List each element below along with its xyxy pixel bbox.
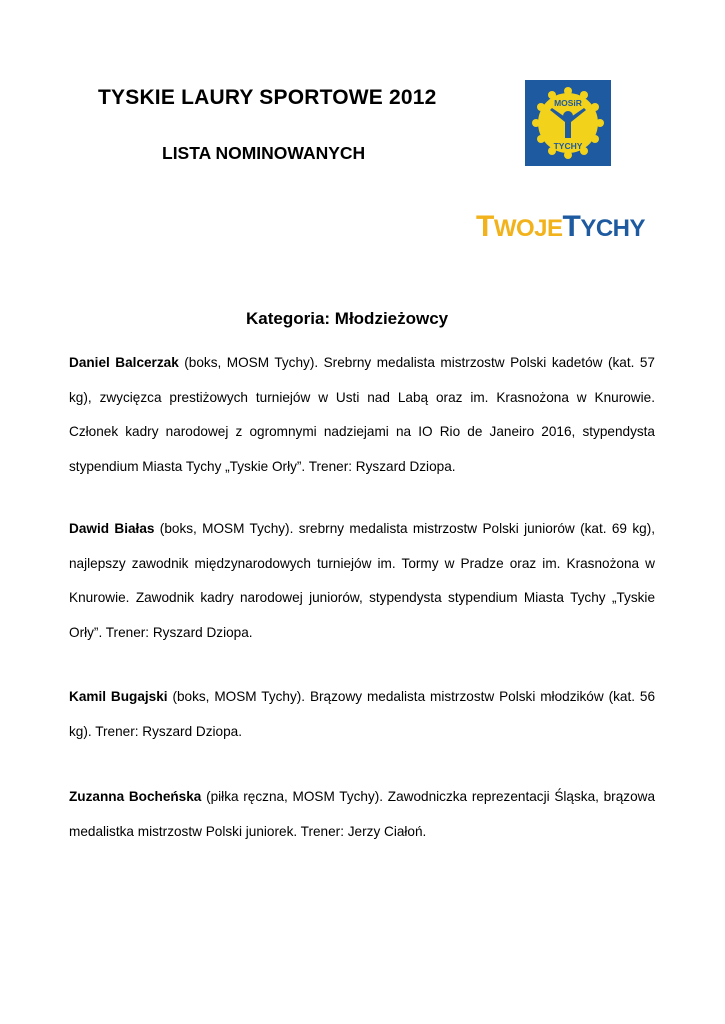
- nominee-description: (piłka ręczna, MOSM Tychy). Zawodniczka reprezentacji Śląska, brązowa medalistka mistrzostw Polski juniorek. Trener: Jerzy Ciałoń.: [69, 789, 656, 839]
- category-heading: Kategoria: Młodzieżowcy: [246, 309, 449, 328]
- nominee-description: (boks, MOSM Tychy). Srebrny medalista mistrzostw Polski kadetów (kat. 57 kg), zwycięzca prestiżowych turniejów w Usti nad Labą oraz im. Krasnożona w Knurowie. Członek kadry narodowej z ogromnymi nadziejami na IO Rio de Janeiro 2016, stypendysta stypendium Miasta Tychy „Tyskie Orły”. Trener: Ryszard Dziopa.: [69, 355, 655, 474]
- nominee-entry: [69, 680, 655, 749]
- nominee-name: Zuzanna Bocheńska: [69, 789, 202, 804]
- nominee-description: (boks, MOSM Tychy). Brązowy medalista mistrzostw Polski młodzików (kat. 56 kg). Trener: Ryszard Dziopa.: [69, 689, 656, 739]
- nominee-name: Daniel Balcerzak: [69, 355, 179, 370]
- twoje-tychy-logo: TWOJETYCHY: [476, 210, 646, 243]
- nominee-entry: [69, 346, 655, 484]
- page-subtitle: LISTA NOMINOWANYCH: [162, 143, 366, 163]
- page-title: TYSKIE LAURY SPORTOWE 2012: [98, 86, 437, 109]
- nominee-description: (boks, MOSM Tychy). srebrny medalista mistrzostw Polski juniorów (kat. 69 kg), najlepszy zawodnik międzynarodowych turniejów im. Tormy w Pradze oraz im. Krasnożona w Knurowie. Zawodnik kadry narodowej juniorów, stypendysta stypendium Miasta Tychy „Tyskie Orły”. Trener: Ryszard Dziopa.: [69, 521, 655, 640]
- nominee-entry: [69, 780, 655, 849]
- mosir-logo-top-text: MOSiR: [554, 98, 582, 108]
- nominee-name: Kamil Bugajski: [69, 689, 168, 704]
- mosir-logo-bottom-text: TYCHY: [553, 141, 583, 151]
- mosir-logo: [525, 80, 611, 166]
- nominee-entry: [69, 512, 655, 650]
- nominee-name: Dawid Białas: [69, 521, 155, 536]
